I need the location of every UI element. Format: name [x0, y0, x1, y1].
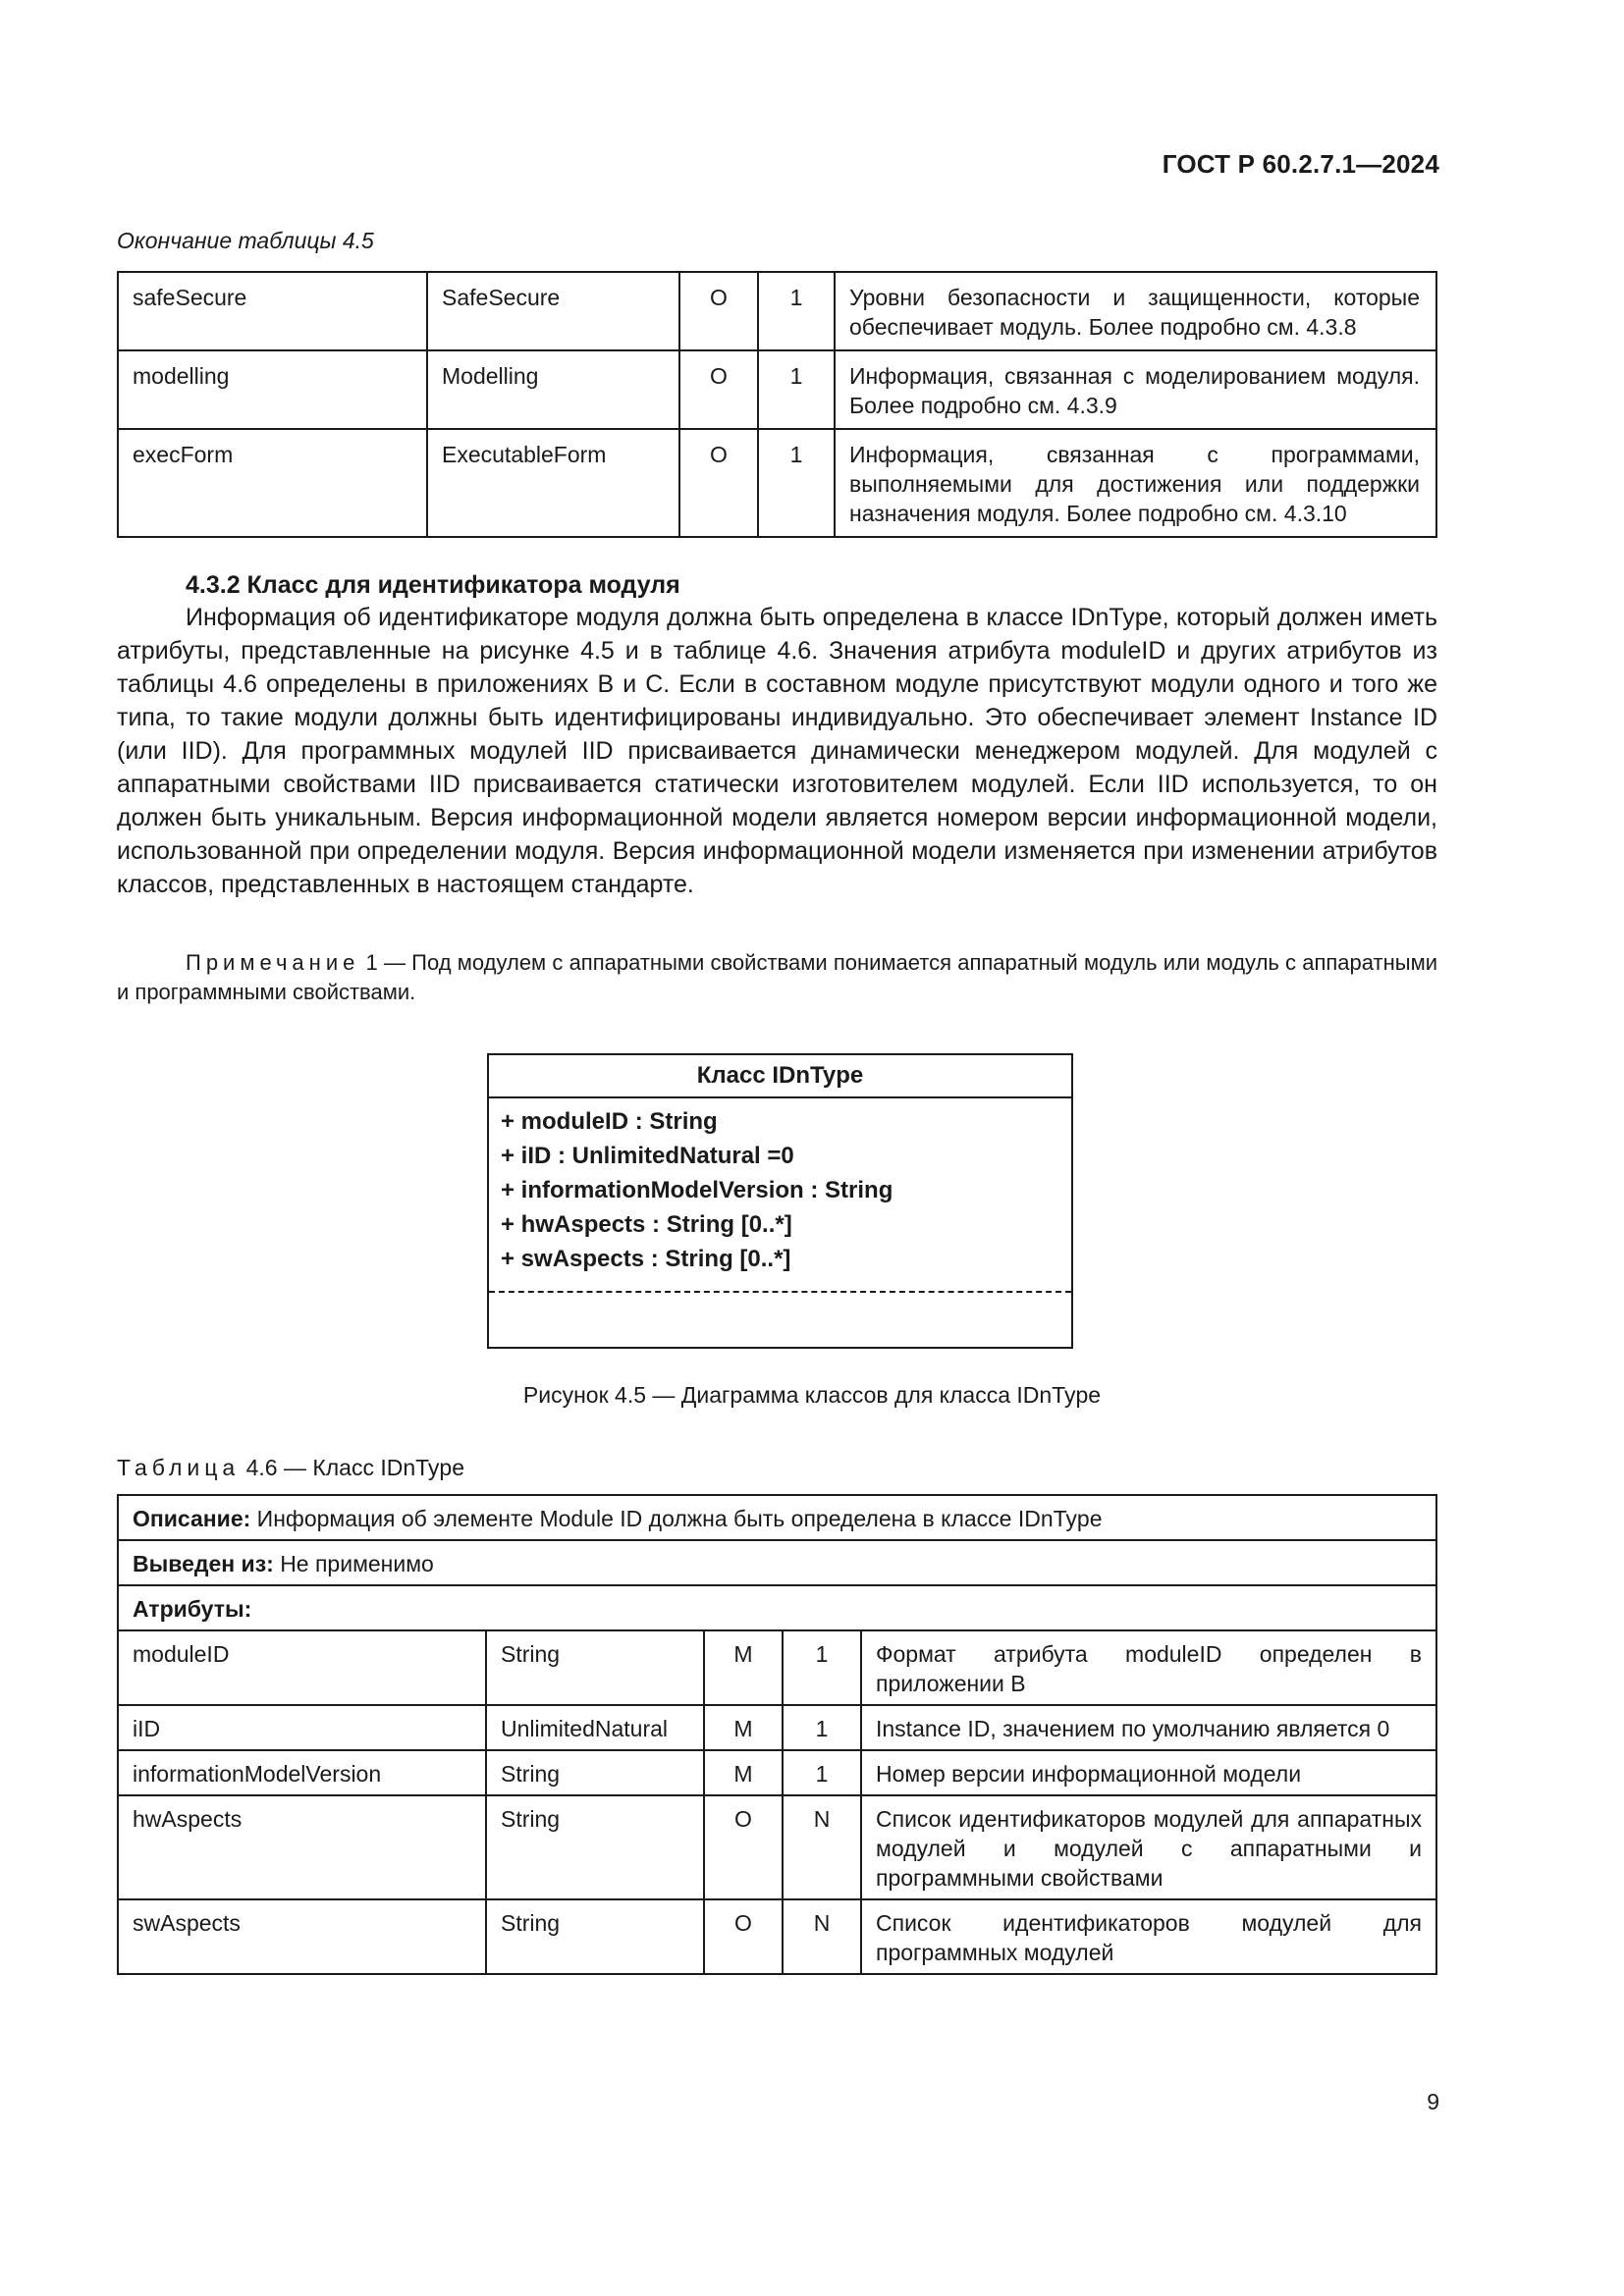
attr-obligation: O — [679, 350, 758, 429]
note — [117, 948, 1437, 1007]
attr-type: UnlimitedNatural — [486, 1705, 704, 1750]
table-row — [118, 1495, 1436, 1540]
attr-name: modelling — [118, 350, 427, 429]
document-code: ГОСТ Р 60.2.7.1—2024 — [1162, 149, 1439, 179]
attr-type: String — [486, 1795, 704, 1899]
attr-multiplicity: 1 — [758, 350, 835, 429]
uml-attribute: + informationModelVersion : String — [501, 1177, 893, 1203]
attr-description: Информация, связанная с программами, выполняемыми для достижения или поддержки назначения модуля. Более подробно см. 4.3.10 — [835, 429, 1436, 537]
note-text: 1 — Под модулем с аппаратными свойствами понимается аппаратный модуль или модуль с аппаратными и программными свойствами. — [117, 950, 1437, 1004]
note-label: Примечание — [186, 950, 360, 975]
uml-attribute: + iID : UnlimitedNatural =0 — [501, 1143, 794, 1169]
table-row — [118, 1899, 1436, 1974]
table-row — [118, 1585, 1436, 1630]
attr-type: Modelling — [427, 350, 679, 429]
attr-type: String — [486, 1750, 704, 1795]
uml-attribute: + hwAspects : String [0..*] — [501, 1211, 792, 1238]
page-number: 9 — [1427, 2089, 1439, 2114]
attr-description: Список идентификаторов модулей для аппаратных модулей и модулей с аппаратными и программными свойствами — [861, 1795, 1436, 1899]
description-label: Описание: — [133, 1506, 251, 1531]
table-caption-label: Таблица — [117, 1455, 241, 1480]
attr-type: SafeSecure — [427, 272, 679, 350]
uml-attribute: + swAspects : String [0..*] — [501, 1246, 791, 1272]
table-row — [118, 350, 1436, 429]
table-4-5-end — [117, 271, 1437, 538]
attr-obligation: O — [679, 429, 758, 537]
derived-text: Не применимо — [280, 1551, 434, 1576]
attr-name: swAspects — [118, 1899, 486, 1974]
table-row — [118, 1750, 1436, 1795]
attr-name: informationModelVersion — [118, 1750, 486, 1795]
table-caption-text: 4.6 — Класс IDnType — [245, 1455, 464, 1480]
attr-multiplicity: 1 — [783, 1630, 861, 1705]
description-row — [118, 1495, 1436, 1540]
attr-description: Список идентификаторов модулей для программных модулей — [861, 1899, 1436, 1974]
table-4-6 — [117, 1494, 1437, 1975]
attr-multiplicity: 1 — [758, 429, 835, 537]
attr-obligation: M — [704, 1750, 783, 1795]
attr-description: Номер версии информационной модели — [861, 1750, 1436, 1795]
derived-row — [118, 1540, 1436, 1585]
attr-obligation: M — [704, 1630, 783, 1705]
attr-obligation: O — [679, 272, 758, 350]
uml-class-diagram — [487, 1053, 1073, 1349]
attr-type: ExecutableForm — [427, 429, 679, 537]
table-row — [118, 1705, 1436, 1750]
table-caption — [117, 1455, 464, 1481]
attr-type: String — [486, 1899, 704, 1974]
attributes-header-row — [118, 1585, 1436, 1630]
table-row — [118, 1540, 1436, 1585]
attr-description: Информация, связанная с моделированием модуля. Более подробно см. 4.3.9 — [835, 350, 1436, 429]
attr-name: hwAspects — [118, 1795, 486, 1899]
attr-multiplicity: 1 — [783, 1750, 861, 1795]
attr-multiplicity: N — [783, 1899, 861, 1974]
description-text: Информация об элементе Module ID должна быть определена в классе IDnType — [256, 1506, 1103, 1531]
attr-name: execForm — [118, 429, 427, 537]
attr-description: Instance ID, значением по умолчанию является 0 — [861, 1705, 1436, 1750]
attr-description: Уровни безопасности и защищенности, которые обеспечивает модуль. Более подробно см. 4.3.8 — [835, 272, 1436, 350]
attr-obligation: O — [704, 1795, 783, 1899]
attr-obligation: M — [704, 1705, 783, 1750]
uml-attribute: + moduleID : String — [501, 1108, 718, 1135]
table-continuation-caption: Окончание таблицы 4.5 — [117, 228, 374, 253]
attr-multiplicity: 1 — [783, 1705, 861, 1750]
table-row — [118, 272, 1436, 350]
attr-multiplicity: 1 — [758, 272, 835, 350]
figure-caption: Рисунок 4.5 — Диаграмма классов для класса IDnType — [522, 1382, 1102, 1408]
paragraph-text: Информация об идентификаторе модуля должна быть определена в классе IDnType, который должен иметь атрибуты, представленные на рисунке 4.5 и в таблице 4.6. Значения атрибута moduleID и других атрибутов из таблицы 4.6 определены в приложениях B и C. Если в составном модуле присутствуют модули одного и того же типа, то такие модули должны быть идентифицированы индивидуально. Это обеспечивает элемент Instance ID (или IID). Для программных модулей IID присваивается динамически менеджером модулей. Для модулей с аппаратными свойствами IID присваивается статически изготовителем модулей. Если IID используется, то он должен быть уникальным. Версия информационной модели является номером версии информационной модели, использованной при определении модуля. Версия информационной модели изменяется при изменении атрибутов классов, представленных в настоящем стандарте. — [117, 604, 1437, 898]
table-row — [118, 429, 1436, 537]
attr-type: String — [486, 1630, 704, 1705]
attr-name: iID — [118, 1705, 486, 1750]
attr-obligation: O — [704, 1899, 783, 1974]
attr-name: moduleID — [118, 1630, 486, 1705]
section-title: 4.3.2 Класс для идентификатора модуля — [186, 571, 680, 599]
uml-class-title: Класс IDnType — [489, 1055, 1071, 1098]
attr-multiplicity: N — [783, 1795, 861, 1899]
attr-name: safeSecure — [118, 272, 427, 350]
table-row — [118, 1630, 1436, 1705]
derived-label: Выведен из: — [133, 1551, 274, 1576]
table-row — [118, 1795, 1436, 1899]
attr-description: Формат атрибута moduleID определен в приложении B — [861, 1630, 1436, 1705]
section-paragraph — [117, 601, 1437, 901]
uml-attributes — [489, 1098, 1071, 1293]
attributes-label: Атрибуты: — [133, 1596, 252, 1622]
